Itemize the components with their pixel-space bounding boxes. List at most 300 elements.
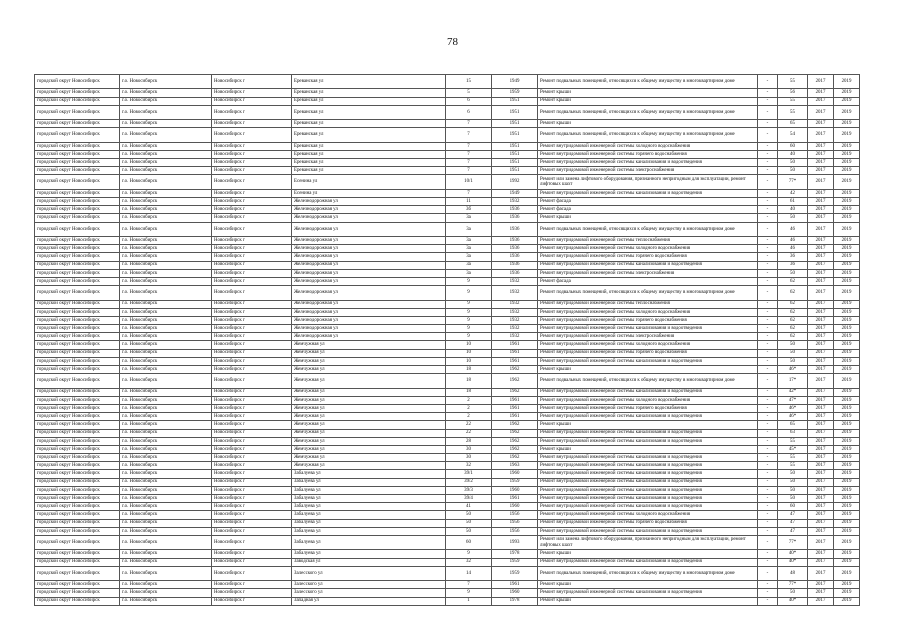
cell-year-start: 2017 [808, 503, 834, 511]
cell-dash: - [758, 511, 778, 519]
cell-okrug: г.о. Новосибирск [120, 566, 212, 580]
cell-work-type: Ремонт внутридомовой инженерной системы канализования и водоотведения [538, 437, 758, 445]
cell-city: Новосибирск г [212, 277, 292, 285]
cell-year-start: 2017 [808, 388, 834, 396]
cell-year-start: 2017 [808, 511, 834, 519]
cell-street: Забалуева ул [292, 503, 446, 511]
cell-area: 47 [778, 519, 808, 527]
cell-year-end: 2019 [834, 253, 860, 261]
cell-year-end: 2019 [834, 404, 860, 412]
cell-house-number: 50 [446, 519, 492, 527]
cell-work-type: Ремонт крыши [538, 214, 758, 222]
cell-okrug: г.о. Новосибирск [120, 150, 212, 158]
cell-work-type: Ремонт внутридомовой инженерной системы канализования и водоотведения [538, 429, 758, 437]
cell-street: Жемчужная ул [292, 421, 446, 429]
cell-area: 40* [778, 558, 808, 566]
cell-dash: - [758, 261, 778, 269]
cell-year-built: 1936 [492, 237, 538, 245]
cell-street: Жемчужная ул [292, 374, 446, 388]
cell-okrug: г.о. Новосибирск [120, 495, 212, 503]
cell-house-number: 18 [446, 374, 492, 388]
cell-year-end: 2019 [834, 374, 860, 388]
cell-work-type: Ремонт подвальных помещений, относящихся к общему имуществу в многоквартирном доме [538, 374, 758, 388]
cell-year-end: 2019 [834, 558, 860, 566]
cell-district: городской округ Новосибирск [35, 357, 120, 365]
cell-house-number: 32 [446, 558, 492, 566]
cell-area: 17* [778, 374, 808, 388]
cell-street: Железнодорожная ул [292, 245, 446, 253]
cell-house-number: 3а [446, 237, 492, 245]
cell-dash: - [758, 470, 778, 478]
cell-district: городской округ Новосибирск [35, 437, 120, 445]
table-row [35, 366, 860, 374]
cell-year-end: 2019 [834, 349, 860, 357]
cell-house-number: 22 [446, 421, 492, 429]
cell-dash: - [758, 325, 778, 333]
cell-house-number: 9 [446, 325, 492, 333]
cell-area: 46* [778, 404, 808, 412]
cell-house-number: 2 [446, 404, 492, 412]
cell-area: 62 [778, 333, 808, 341]
cell-year-start: 2017 [808, 462, 834, 470]
cell-year-end: 2019 [834, 286, 860, 300]
table-row [35, 454, 860, 462]
cell-year-built: 1961 [492, 495, 538, 503]
cell-dash: - [758, 374, 778, 388]
cell-year-end: 2019 [834, 167, 860, 175]
cell-year-built: 1936 [492, 261, 538, 269]
cell-street: Железнодорожная ул [292, 206, 446, 214]
cell-dash: - [758, 333, 778, 341]
cell-city: Новосибирск г [212, 214, 292, 222]
cell-district: городской округ Новосибирск [35, 128, 120, 142]
cell-year-start: 2017 [808, 550, 834, 558]
cell-year-built: 1993 [492, 535, 538, 549]
cell-year-built: 1959 [492, 478, 538, 486]
cell-work-type: Ремонт внутридомовой инженерной системы холодного водоснабжения [538, 396, 758, 404]
cell-house-number: 7 [446, 167, 492, 175]
cell-year-built: 1962 [492, 429, 538, 437]
table-row [35, 421, 860, 429]
cell-street: Жемчужная ул [292, 404, 446, 412]
cell-house-number: 9 [446, 589, 492, 597]
cell-year-start: 2017 [808, 341, 834, 349]
cell-year-end: 2019 [834, 105, 860, 119]
cell-area: 50 [778, 167, 808, 175]
cell-okrug: г.о. Новосибирск [120, 261, 212, 269]
cell-area: 50 [778, 495, 808, 503]
cell-year-end: 2019 [834, 581, 860, 589]
cell-house-number: 7 [446, 189, 492, 197]
cell-area: 62 [778, 300, 808, 308]
cell-area: 60 [778, 503, 808, 511]
cell-year-start: 2017 [808, 566, 834, 580]
cell-okrug: г.о. Новосибирск [120, 374, 212, 388]
table-row [35, 316, 860, 324]
cell-street: Железнодорожная ул [292, 333, 446, 341]
cell-street: Железнодорожная ул [292, 253, 446, 261]
cell-year-end: 2019 [834, 198, 860, 206]
cell-street: Железнодорожная ул [292, 325, 446, 333]
cell-year-built: 1932 [492, 308, 538, 316]
cell-work-type: Ремонт подвальных помещений, относящихся к общему имуществу в многоквартирном доме [538, 75, 758, 89]
cell-street: Железнодорожная ул [292, 198, 446, 206]
cell-city: Новосибирск г [212, 175, 292, 189]
cell-year-end: 2019 [834, 341, 860, 349]
table-row [35, 429, 860, 437]
cell-year-start: 2017 [808, 142, 834, 150]
cell-house-number: 10 [446, 349, 492, 357]
cell-city: Новосибирск г [212, 589, 292, 597]
cell-street: Железнодорожная ул [292, 286, 446, 300]
cell-city: Новосибирск г [212, 421, 292, 429]
cell-district: городской округ Новосибирск [35, 214, 120, 222]
cell-year-start: 2017 [808, 495, 834, 503]
cell-year-end: 2019 [834, 366, 860, 374]
cell-street: Железнодорожная ул [292, 237, 446, 245]
cell-city: Новосибирск г [212, 357, 292, 365]
cell-dash: - [758, 128, 778, 142]
table-row [35, 198, 860, 206]
cell-year-start: 2017 [808, 597, 834, 605]
cell-work-type: Ремонт внутридомовой инженерной системы электроснабжения [538, 269, 758, 277]
cell-year-start: 2017 [808, 167, 834, 175]
table-row [35, 535, 860, 549]
cell-area: 62 [778, 316, 808, 324]
cell-year-end: 2019 [834, 486, 860, 494]
cell-dash: - [758, 75, 778, 89]
table-row [35, 357, 860, 365]
cell-city: Новосибирск г [212, 511, 292, 519]
cell-district: городской округ Новосибирск [35, 454, 120, 462]
cell-district: городской округ Новосибирск [35, 421, 120, 429]
cell-district: городской округ Новосибирск [35, 325, 120, 333]
cell-city: Новосибирск г [212, 89, 292, 97]
cell-house-number: 7 [446, 128, 492, 142]
cell-year-end: 2019 [834, 120, 860, 128]
cell-district: городской округ Новосибирск [35, 89, 120, 97]
cell-area: 62 [778, 277, 808, 285]
cell-house-number: 9 [446, 277, 492, 285]
cell-work-type: Ремонт внутридомовой инженерной системы горячего водоснабжения [538, 404, 758, 412]
cell-work-type: Ремонт внутридомовой инженерной системы теплоснабжения [538, 237, 758, 245]
cell-area: 40* [778, 597, 808, 605]
cell-year-end: 2019 [834, 597, 860, 605]
cell-year-start: 2017 [808, 189, 834, 197]
cell-dash: - [758, 286, 778, 300]
cell-city: Новосибирск г [212, 388, 292, 396]
cell-city: Новосибирск г [212, 462, 292, 470]
table-row [35, 349, 860, 357]
cell-district: городской округ Новосибирск [35, 97, 120, 105]
cell-house-number: 11 [446, 198, 492, 206]
table-row [35, 269, 860, 277]
cell-city: Новосибирск г [212, 189, 292, 197]
cell-year-end: 2019 [834, 462, 860, 470]
cell-year-end: 2019 [834, 222, 860, 236]
table-row [35, 503, 860, 511]
cell-city: Новосибирск г [212, 374, 292, 388]
cell-street: Забалуева ул [292, 511, 446, 519]
cell-street: Ереванская ул [292, 159, 446, 167]
cell-dash: - [758, 105, 778, 119]
cell-year-built: 1961 [492, 396, 538, 404]
cell-year-built: 1959 [492, 89, 538, 97]
cell-area: 50 [778, 478, 808, 486]
cell-okrug: г.о. Новосибирск [120, 429, 212, 437]
table-row [35, 105, 860, 119]
cell-work-type: Ремонт внутридомовой инженерной системы канализования и водоотведения [538, 589, 758, 597]
cell-house-number: 39/1 [446, 470, 492, 478]
cell-city: Новосибирск г [212, 237, 292, 245]
cell-street: Ереванская ул [292, 105, 446, 119]
table-row [35, 527, 860, 535]
cell-okrug: г.о. Новосибирск [120, 404, 212, 412]
cell-city: Новосибирск г [212, 167, 292, 175]
cell-year-start: 2017 [808, 535, 834, 549]
cell-house-number: 7 [446, 120, 492, 128]
table-row [35, 437, 860, 445]
cell-okrug: г.о. Новосибирск [120, 189, 212, 197]
cell-area: 50 [778, 589, 808, 597]
cell-year-start: 2017 [808, 316, 834, 324]
table-row [35, 261, 860, 269]
cell-year-end: 2019 [834, 75, 860, 89]
page-number: 78 [447, 36, 458, 48]
cell-okrug: г.о. Новосибирск [120, 413, 212, 421]
table-row [35, 478, 860, 486]
cell-street: Забалуева ул [292, 495, 446, 503]
cell-year-end: 2019 [834, 333, 860, 341]
cell-work-type: Ремонт внутридомовой инженерной системы канализования и водоотведения [538, 462, 758, 470]
cell-street: Жемчужная ул [292, 413, 446, 421]
cell-dash: - [758, 357, 778, 365]
cell-street: Жемчужная ул [292, 388, 446, 396]
cell-year-built: 1936 [492, 206, 538, 214]
cell-city: Новосибирск г [212, 486, 292, 494]
cell-work-type: Ремонт крыши [538, 581, 758, 589]
cell-year-built: 1962 [492, 445, 538, 453]
cell-city: Новосибирск г [212, 527, 292, 535]
cell-dash: - [758, 589, 778, 597]
cell-year-start: 2017 [808, 89, 834, 97]
cell-work-type: Ремонт внутридомовой инженерной системы канализования и водоотведения [538, 159, 758, 167]
cell-area: 45* [778, 445, 808, 453]
cell-area: 55 [778, 105, 808, 119]
cell-house-number: 30 [446, 445, 492, 453]
cell-okrug: г.о. Новосибирск [120, 97, 212, 105]
cell-street: Железнодорожная ул [292, 316, 446, 324]
cell-city: Новосибирск г [212, 413, 292, 421]
cell-okrug: г.о. Новосибирск [120, 89, 212, 97]
cell-work-type: Ремонт внутридомовой инженерной системы канализования и водоотведения [538, 454, 758, 462]
cell-okrug: г.о. Новосибирск [120, 128, 212, 142]
cell-city: Новосибирск г [212, 286, 292, 300]
cell-work-type: Ремонт внутридомовой инженерной системы канализования и водоотведения [538, 325, 758, 333]
cell-house-number: 9 [446, 308, 492, 316]
cell-house-number: 9 [446, 286, 492, 300]
cell-area: 50 [778, 269, 808, 277]
cell-dash: - [758, 437, 778, 445]
cell-area: 40 [778, 206, 808, 214]
cell-okrug: г.о. Новосибирск [120, 277, 212, 285]
cell-district: городской округ Новосибирск [35, 189, 120, 197]
cell-street: Забалуева ул [292, 535, 446, 549]
cell-area: 77* [778, 581, 808, 589]
cell-okrug: г.о. Новосибирск [120, 269, 212, 277]
cell-area: 77* [778, 535, 808, 549]
cell-year-built: 1932 [492, 286, 538, 300]
cell-city: Новосибирск г [212, 558, 292, 566]
cell-area: 50 [778, 349, 808, 357]
cell-street: Забалуева ул [292, 527, 446, 535]
cell-year-start: 2017 [808, 75, 834, 89]
cell-house-number: 7 [446, 581, 492, 589]
cell-year-start: 2017 [808, 198, 834, 206]
cell-work-type: Ремонт внутридомовой инженерной системы канализования и водоотведения [538, 495, 758, 503]
cell-area: 46 [778, 222, 808, 236]
cell-work-type: Ремонт подвальных помещений, относящихся к общему имуществу в многоквартирном доме [538, 566, 758, 580]
cell-city: Новосибирск г [212, 316, 292, 324]
cell-dash: - [758, 486, 778, 494]
cell-district: городской округ Новосибирск [35, 269, 120, 277]
cell-okrug: г.о. Новосибирск [120, 206, 212, 214]
table-row [35, 300, 860, 308]
cell-dash: - [758, 535, 778, 549]
cell-city: Новосибирск г [212, 120, 292, 128]
cell-year-end: 2019 [834, 396, 860, 404]
cell-district: городской округ Новосибирск [35, 429, 120, 437]
capital-repair-table [34, 74, 860, 606]
cell-street: Жемчужная ул [292, 349, 446, 357]
cell-city: Новосибирск г [212, 341, 292, 349]
cell-year-built: 1936 [492, 245, 538, 253]
cell-dash: - [758, 150, 778, 158]
cell-street: Есенина ул [292, 189, 446, 197]
cell-work-type: Ремонт подвальных помещений, относящихся к общему имуществу в многоквартирном доме [538, 128, 758, 142]
cell-work-type: Ремонт крыши [538, 120, 758, 128]
cell-year-start: 2017 [808, 120, 834, 128]
cell-dash: - [758, 478, 778, 486]
cell-year-end: 2019 [834, 97, 860, 105]
cell-house-number: 10/1 [446, 175, 492, 189]
table-row [35, 486, 860, 494]
cell-work-type: Ремонт внутридомовой инженерной системы горячего водоснабжения [538, 316, 758, 324]
cell-okrug: г.о. Новосибирск [120, 581, 212, 589]
cell-street: Железнодорожная ул [292, 222, 446, 236]
cell-okrug: г.о. Новосибирск [120, 222, 212, 236]
cell-year-start: 2017 [808, 519, 834, 527]
cell-year-end: 2019 [834, 214, 860, 222]
cell-area: 55 [778, 454, 808, 462]
cell-area: 65 [778, 120, 808, 128]
cell-year-built: 1962 [492, 374, 538, 388]
cell-year-end: 2019 [834, 261, 860, 269]
cell-dash: - [758, 269, 778, 277]
cell-okrug: г.о. Новосибирск [120, 388, 212, 396]
cell-dash: - [758, 89, 778, 97]
cell-year-start: 2017 [808, 325, 834, 333]
cell-house-number: 3а [446, 245, 492, 253]
cell-street: Западная ул [292, 597, 446, 605]
cell-district: городской округ Новосибирск [35, 333, 120, 341]
table-row [35, 325, 860, 333]
cell-work-type: Ремонт внутридомовой инженерной системы канализования и водоотведения [538, 261, 758, 269]
cell-year-end: 2019 [834, 437, 860, 445]
cell-year-end: 2019 [834, 503, 860, 511]
cell-dash: - [758, 97, 778, 105]
cell-dash: - [758, 388, 778, 396]
cell-house-number: 7 [446, 142, 492, 150]
cell-city: Новосибирск г [212, 581, 292, 589]
cell-okrug: г.о. Новосибирск [120, 105, 212, 119]
cell-district: городской округ Новосибирск [35, 222, 120, 236]
cell-district: городской округ Новосибирск [35, 462, 120, 470]
cell-work-type: Ремонт внутридомовой инженерной системы холодного водоснабжения [538, 245, 758, 253]
cell-year-end: 2019 [834, 128, 860, 142]
cell-street: Жемчужная ул [292, 462, 446, 470]
cell-year-end: 2019 [834, 388, 860, 396]
cell-year-end: 2019 [834, 142, 860, 150]
cell-work-type: Ремонт внутридомовой инженерной системы канализования и водоотведения [538, 558, 758, 566]
cell-year-start: 2017 [808, 349, 834, 357]
cell-year-start: 2017 [808, 245, 834, 253]
cell-work-type: Ремонт внутридомовой инженерной системы холодного водоснабжения [538, 308, 758, 316]
cell-dash: - [758, 198, 778, 206]
cell-year-end: 2019 [834, 566, 860, 580]
cell-area: 42 [778, 189, 808, 197]
cell-city: Новосибирск г [212, 535, 292, 549]
cell-year-built: 1949 [492, 75, 538, 89]
cell-district: городской округ Новосибирск [35, 495, 120, 503]
cell-area: 65 [778, 421, 808, 429]
cell-house-number: 22 [446, 429, 492, 437]
cell-okrug: г.о. Новосибирск [120, 511, 212, 519]
cell-year-built: 1951 [492, 142, 538, 150]
cell-dash: - [758, 341, 778, 349]
cell-year-built: 1951 [492, 167, 538, 175]
cell-city: Новосибирск г [212, 429, 292, 437]
cell-year-end: 2019 [834, 445, 860, 453]
cell-street: Заводская ул [292, 558, 446, 566]
cell-year-built: 1959 [492, 566, 538, 580]
cell-area: 55 [778, 97, 808, 105]
cell-area: 36 [778, 253, 808, 261]
cell-street: Железнодорожная ул [292, 269, 446, 277]
cell-okrug: г.о. Новосибирск [120, 589, 212, 597]
cell-house-number: 6 [446, 105, 492, 119]
cell-year-built: 1961 [492, 341, 538, 349]
table-row [35, 388, 860, 396]
cell-district: городской округ Новосибирск [35, 374, 120, 388]
cell-year-start: 2017 [808, 308, 834, 316]
cell-city: Новосибирск г [212, 478, 292, 486]
cell-street: Жемчужная ул [292, 396, 446, 404]
cell-district: городской округ Новосибирск [35, 519, 120, 527]
cell-year-end: 2019 [834, 357, 860, 365]
cell-city: Новосибирск г [212, 308, 292, 316]
cell-year-start: 2017 [808, 150, 834, 158]
cell-street: Залесского ул [292, 566, 446, 580]
cell-okrug: г.о. Новосибирск [120, 527, 212, 535]
cell-year-built: 1949 [492, 189, 538, 197]
cell-year-start: 2017 [808, 214, 834, 222]
cell-house-number: 9 [446, 333, 492, 341]
cell-district: городской округ Новосибирск [35, 558, 120, 566]
cell-work-type: Ремонт фасада [538, 277, 758, 285]
table-row [35, 495, 860, 503]
cell-okrug: г.о. Новосибирск [120, 316, 212, 324]
